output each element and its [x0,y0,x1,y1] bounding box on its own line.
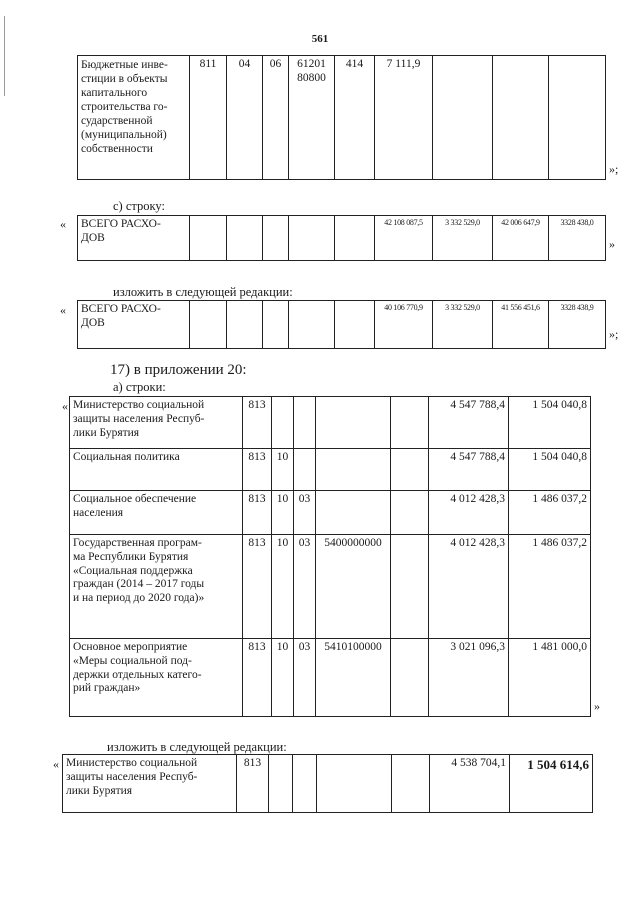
row-name: Министерство социальной защиты населения Респуб- лики Бурятия [63,755,237,813]
opening-quote: « [62,399,68,413]
cell-value: 41 556 451,6 [493,301,549,349]
cell-amount-1: 4 547 788,4 [429,397,509,449]
cell-value: 3 332 529,0 [433,216,493,261]
table-row [70,449,591,491]
cell-section: 10 [272,449,294,491]
table-row [78,216,606,261]
cell-value: 3328 438,9 [549,301,606,349]
opening-quote: « [53,757,59,771]
cell-amount-2: 1 504 040,8 [509,397,591,449]
cell-code: 813 [237,755,269,813]
cell-subsection [294,449,316,491]
row-name: Социальное обеспечение населения [70,491,243,535]
table-appendix-20-new [62,754,593,813]
table-total-expenses-old [77,215,606,261]
cell-amount-1: 3 021 096,3 [429,639,509,717]
cell-subsection [293,755,317,813]
cell-empty [289,301,335,349]
cell-section [272,397,294,449]
cell-empty [190,216,227,261]
cell-amount-1: 4 012 428,3 [429,491,509,535]
row-name: Государственная програм- ма Республики Бурятия «Социальная поддержка граждан (2014 – 2017 годы и на период до 2020 года)» [70,535,243,639]
cell-amount-2: 1 486 037,2 [509,535,591,639]
cell-amount-2: 1 481 000,0 [509,639,591,717]
row-name: ВСЕГО РАСХО- ДОВ [78,301,190,349]
cell-amount-1: 4 547 788,4 [429,449,509,491]
cell-type [392,755,430,813]
row-name: Министерство социальной защиты населения Респуб- лики Бурятия [70,397,243,449]
cell-target: 5400000000 [316,535,391,639]
cell-empty [493,56,549,180]
cell-target [316,397,391,449]
closing-quote: »; [609,327,619,341]
cell-amount-1: 4 012 428,3 [429,535,509,639]
cell-amount-2: 1 504 040,8 [509,449,591,491]
cell-target: 5410100000 [316,639,391,717]
row-name: Основное мероприятие «Меры социальной под- держки отдельных катего- рий граждан» [70,639,243,717]
scan-edge-line [4,16,5,96]
table-row [78,56,606,180]
cell-section: 10 [272,535,294,639]
cell-value: 42 006 647,9 [493,216,549,261]
closing-quote: »; [609,162,619,176]
cell-value: 42 108 087,5 [375,216,433,261]
cell-empty [227,216,263,261]
section-17-heading: 17) в приложении 20: [110,362,247,378]
cell-empty [549,56,606,180]
cell-empty [263,301,289,349]
table-budget-investments [77,55,606,180]
cell-target [316,449,391,491]
cell-empty [227,301,263,349]
item-c-label: с) строку: [113,199,165,213]
cell-value: 40 106 770,9 [375,301,433,349]
cell-value: 3 332 529,0 [433,301,493,349]
row-name: Социальная политика [70,449,243,491]
table-row [63,755,593,813]
cell-amount-2: 1 486 037,2 [509,491,591,535]
table-row [78,301,606,349]
cell-section: 10 [272,639,294,717]
cell-empty [263,216,289,261]
cell-empty [433,56,493,180]
cell-section [269,755,293,813]
table-row [70,535,591,639]
cell-subsection: 03 [294,535,316,639]
cell-code: 813 [243,397,272,449]
cell-subsection: 06 [263,56,289,180]
cell-subsection: 03 [294,491,316,535]
opening-quote: « [60,217,66,231]
table-row [70,639,591,717]
row-name: Бюджетные инве- стиции в объекты капитального строительства го- сударственной (муниципальной) собственности [78,56,190,180]
cell-target [316,491,391,535]
edit-label: изложить в следующей редакции: [107,740,287,754]
cell-empty [190,301,227,349]
cell-amount-2: 1 504 614,6 [510,755,593,813]
cell-code: 813 [243,639,272,717]
cell-empty [335,301,375,349]
cell-code: 813 [243,449,272,491]
cell-value: 3328 438,0 [549,216,606,261]
cell-type [391,639,429,717]
table-total-expenses-new [77,300,606,349]
opening-quote: « [60,303,66,317]
cell-amount: 7 111,9 [375,56,433,180]
table-appendix-20-rows [69,396,591,717]
edit-label: изложить в следующей редакции: [113,285,293,299]
cell-section: 04 [227,56,263,180]
page-number: 561 [311,33,329,45]
cell-target: 61201 80800 [289,56,335,180]
cell-section: 10 [272,491,294,535]
cell-subsection [294,397,316,449]
cell-code: 811 [190,56,227,180]
cell-subsection: 03 [294,639,316,717]
table-row [70,397,591,449]
cell-type [391,535,429,639]
cell-type [391,491,429,535]
table-row [70,491,591,535]
cell-type [391,449,429,491]
cell-code: 813 [243,491,272,535]
cell-empty [335,216,375,261]
row-name: ВСЕГО РАСХО- ДОВ [78,216,190,261]
cell-code: 813 [243,535,272,639]
item-a-label: а) строки: [113,380,166,394]
cell-target [317,755,392,813]
closing-quote: » [594,699,600,713]
cell-amount-1: 4 538 704,1 [430,755,510,813]
cell-empty [289,216,335,261]
cell-type: 414 [335,56,375,180]
cell-type [391,397,429,449]
closing-quote: » [609,237,615,251]
